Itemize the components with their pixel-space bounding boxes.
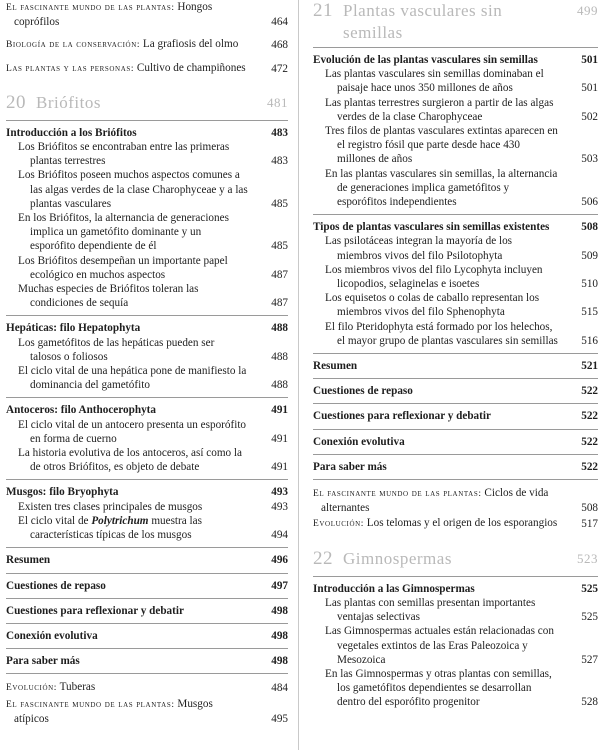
toc-entry[interactable]: El ciclo vital de una hepática pone de manifiesto la dominancia del gametófito 488 [18, 365, 288, 392]
toc-entry[interactable]: En las Gimnospermas y otras plantas con semillas, los gametófitos dependientes se desarrollan dentro del esporófito progenitor 528 [325, 667, 598, 709]
page-number: 468 [271, 39, 288, 52]
chapter-heading[interactable] [6, 90, 288, 116]
section-heading[interactable]: Antoceros: filo Anthocerophyta 491 [6, 404, 288, 417]
chapter-heading[interactable] [313, 0, 598, 44]
page-number: 491 [271, 404, 288, 417]
page-number: 494 [271, 529, 288, 542]
section-heading[interactable]: Hepáticas: filo Hepatophyta 488 [6, 322, 288, 335]
feature-prefix: El fascinante mundo de las plantas: [313, 489, 482, 500]
section-heading[interactable]: Musgos: filo Bryophyta 493 [6, 486, 288, 499]
feature-title: Ciclos de vida alternantes [321, 487, 549, 515]
chapter-title: Plantas vasculares sin semillas [343, 1, 503, 42]
page-number: 522 [581, 460, 598, 473]
toc-feature-entry[interactable] [6, 0, 288, 29]
page-number: 522 [581, 435, 598, 448]
page-number: 488 [271, 322, 288, 335]
page-number: 509 [581, 249, 598, 262]
feature-title: Musgos atípicos [14, 697, 213, 725]
toc-feature-entry[interactable] [6, 37, 288, 52]
page-number: 485 [271, 197, 288, 210]
toc-entry[interactable]: Los Briófitos desempeñan un importante papel ecológico en muchos aspectos 487 [18, 254, 288, 281]
toc-entry[interactable]: Los equisetos o colas de caballo representan los miembros vivos del filo Sphenophyta 515 [325, 292, 598, 319]
toc-entry[interactable]: En las plantas vasculares sin semillas, la alternancia de generaciones implica gametófitos y esporófitos independientes 506 [325, 167, 598, 209]
toc-entry[interactable]: Los Briófitos poseen muchos aspectos comunes a las algas verdes de la clase Charophyceae y a las plantas vasculares 485 [18, 169, 288, 210]
genus-name: Polytrichum [91, 514, 149, 527]
section-heading[interactable]: Introducción a los Briófitos 483 [6, 126, 288, 139]
toc-entry[interactable]: Existen tres clases principales de musgos 493 [18, 500, 288, 513]
page-number: 521 [581, 360, 598, 373]
end-section-more[interactable]: Para saber más 498 [6, 648, 288, 673]
feature-title: Hongos coprófilos [14, 1, 213, 29]
page-number: 498 [271, 655, 288, 668]
page-number: 503 [581, 153, 598, 166]
chapter-page: 499 [577, 3, 598, 18]
toc-feature-entry[interactable] [6, 697, 288, 726]
toc-entry[interactable]: Los gametófitos de las hepáticas pueden ser talosos o foliosos 488 [18, 336, 288, 363]
column-divider [298, 0, 299, 750]
toc-section [313, 47, 598, 214]
page-number: 525 [581, 582, 598, 595]
feature-title: Los telomas y el origen de los esporangios [366, 517, 558, 530]
page-number: 498 [271, 604, 288, 617]
section-heading[interactable]: Introducción a las Gimnospermas 525 [313, 582, 598, 595]
chapter-number: 20 [6, 91, 26, 113]
feature-prefix: El fascinante mundo de las plantas: [6, 3, 175, 13]
page-number: 485 [271, 240, 288, 253]
end-section-review[interactable]: Cuestiones de repaso 497 [6, 573, 288, 598]
page-number: 491 [271, 432, 288, 445]
page-number: 506 [581, 196, 598, 209]
page-number: 487 [271, 297, 288, 310]
end-section-summary[interactable]: Resumen 521 [313, 353, 598, 378]
toc-section [6, 120, 288, 316]
page-number: 493 [271, 500, 288, 513]
chapter-title: Briófitos [36, 92, 101, 112]
feature-box [313, 479, 598, 532]
right-column [313, 0, 598, 715]
page-number: 483 [271, 126, 288, 139]
chapter-number: 21 [313, 0, 333, 21]
toc-entry[interactable]: Los Briófitos se encontraban entre las primeras plantas terrestres 483 [18, 141, 288, 168]
page-number: 510 [581, 278, 598, 291]
toc-entry[interactable]: Las Gimnospermas actuales están relacionadas con vegetales extintos de las Eras Paleozoica y Mesozoica 527 [325, 625, 598, 666]
page-number: 491 [271, 461, 288, 474]
chapter-number: 22 [313, 547, 333, 569]
page-number: 527 [581, 653, 598, 666]
toc-section [6, 479, 288, 547]
toc-entry[interactable]: La historia evolutiva de los antoceros, así como la de otros Briófitos, es objeto de debate 491 [18, 447, 288, 474]
toc-feature-entry[interactable] [6, 680, 288, 695]
toc-feature-entry[interactable] [6, 61, 288, 76]
toc-feature-entry[interactable] [313, 516, 598, 531]
chapter-heading[interactable] [313, 546, 598, 572]
section-heading[interactable]: Evolución de las plantas vasculares sin semillas 501 [313, 54, 598, 66]
toc-section [6, 397, 288, 479]
page-number: 501 [581, 54, 598, 66]
end-section-reflect[interactable]: Cuestiones para reflexionar y debatir 522 [313, 403, 598, 428]
toc-entry[interactable]: El ciclo vital de Polytrichum muestra las características típicas de los musgos 494 [18, 514, 288, 542]
feature-title: Cultivo de champiñones [136, 61, 246, 74]
chapter-page: 481 [267, 94, 288, 110]
feature-prefix: Biología de la conservación: [6, 40, 141, 51]
end-section-summary[interactable]: Resumen 496 [6, 547, 288, 572]
toc-entry[interactable]: Muchas especies de Briófitos toleran las condiciones de sequía 487 [18, 283, 288, 310]
page-number: 515 [581, 306, 598, 319]
toc-entry[interactable]: Las plantas terrestres surgieron a partir de las algas verdes de la clase Charophyceae 502 [325, 96, 598, 123]
page-number: 525 [581, 611, 598, 624]
toc-entry[interactable]: Las plantas vasculares sin semillas dominaban el paisaje hace unos 350 millones de años 501 [325, 68, 598, 95]
page-number: 483 [271, 155, 288, 168]
end-section-evolution[interactable]: Conexión evolutiva 498 [6, 623, 288, 648]
chapter-page: 523 [577, 550, 598, 566]
page-number: 487 [271, 268, 288, 281]
page-number: 488 [271, 350, 288, 363]
end-section-reflect[interactable]: Cuestiones para reflexionar y debatir 498 [6, 598, 288, 623]
page-number: 516 [581, 334, 598, 347]
feature-prefix: Evolución: [313, 519, 364, 530]
feature-box [6, 673, 288, 726]
page-number: 498 [271, 629, 288, 642]
page-number: 522 [581, 385, 598, 398]
page-number: 517 [581, 518, 598, 531]
page-number: 508 [581, 221, 598, 234]
feature-prefix: El fascinante mundo de las plantas: [6, 699, 175, 710]
page-number: 528 [581, 696, 598, 709]
page-number: 508 [581, 502, 598, 515]
feature-prefix: Las plantas y las personas: [6, 63, 135, 74]
page-number: 495 [271, 712, 288, 725]
page-number: 472 [271, 62, 288, 75]
toc-entry[interactable]: En los Briófitos, la alternancia de generaciones implica un gametófito dominante y un esporófito dependiente de él 485 [18, 212, 288, 253]
toc-section [6, 315, 288, 397]
page-number: 497 [271, 579, 288, 592]
feature-title: Tuberas [59, 681, 96, 694]
toc-entry[interactable]: Tres filos de plantas vasculares extintas aparecen en el registro fósil que parte desde hace 430 millones de años 503 [325, 125, 598, 166]
end-section-review[interactable]: Cuestiones de repaso 522 [313, 378, 598, 403]
feature-title: La grafiosis del olmo [142, 38, 239, 51]
toc-feature-entry[interactable] [313, 486, 598, 515]
page-number: 493 [271, 486, 288, 499]
end-section-more[interactable]: Para saber más 522 [313, 454, 598, 479]
toc-entry[interactable]: El ciclo vital de un antocero presenta un esporófito en forma de cuerno 491 [18, 418, 288, 445]
toc-entry[interactable]: Los miembros vivos del filo Lycophyta incluyen licopodios, selaginelas e isoetes 510 [325, 263, 598, 291]
page-number: 488 [271, 379, 288, 392]
page-number: 464 [271, 16, 288, 29]
left-column [6, 0, 288, 726]
page-number: 496 [271, 554, 288, 567]
page-number: 484 [271, 682, 288, 695]
feature-prefix: Evolución: [6, 683, 57, 694]
toc-section [313, 576, 598, 715]
toc-entry[interactable]: Las psilotáceas integran la mayoría de los miembros vivos del filo Psilotophyta 509 [325, 235, 598, 262]
toc-entry[interactable]: El filo Pteridophyta está formado por los helechos, el mayor grupo de plantas vasculares sin semillas 516 [325, 320, 598, 347]
end-section-evolution[interactable]: Conexión evolutiva 522 [313, 429, 598, 454]
section-heading[interactable]: Tipos de plantas vasculares sin semillas existentes 508 [313, 221, 598, 234]
page-number: 501 [581, 82, 598, 95]
toc-entry[interactable]: Las plantas con semillas presentan importantes ventajas selectivas 525 [325, 596, 598, 624]
chapter-title: Gimnospermas [343, 548, 452, 568]
page-number: 522 [581, 410, 598, 423]
toc-section [313, 214, 598, 353]
page-number: 502 [581, 110, 598, 123]
